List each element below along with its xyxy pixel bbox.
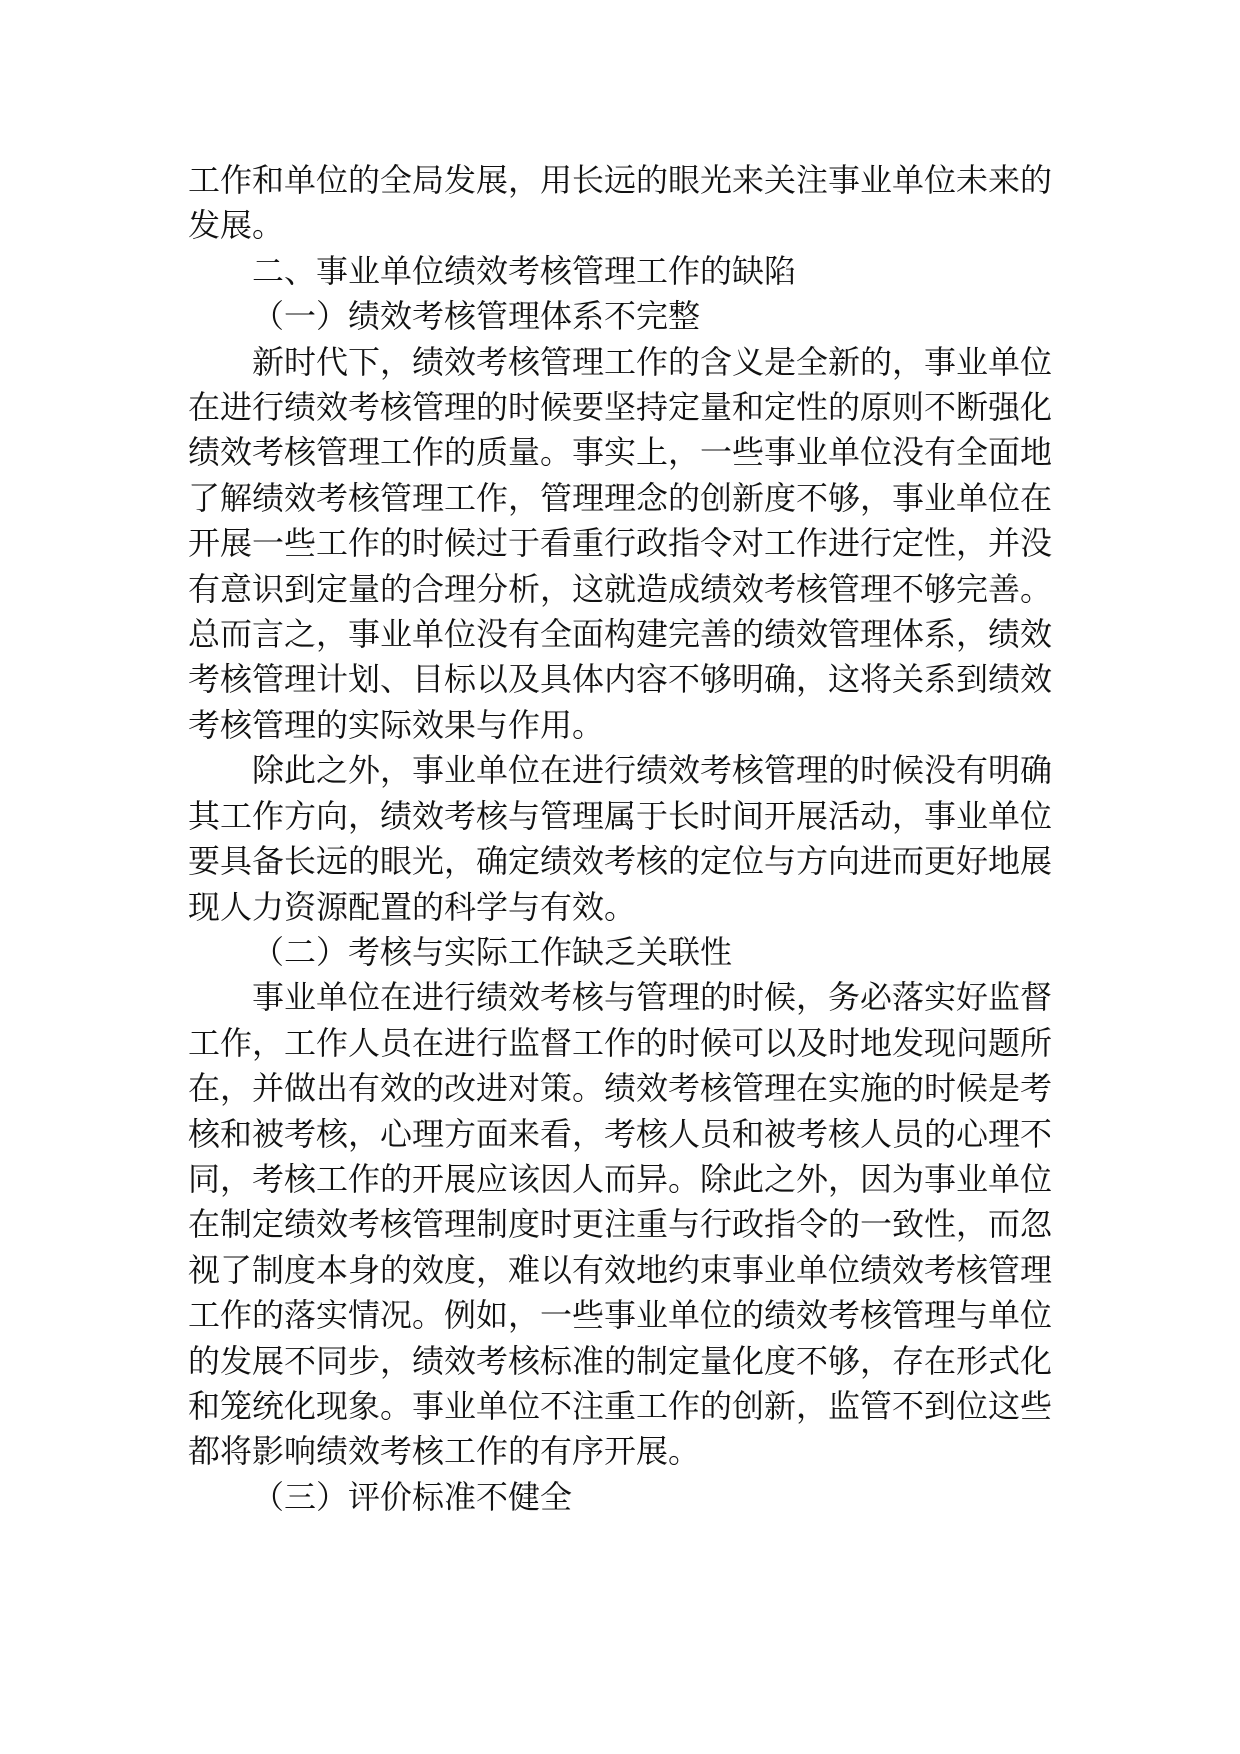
paragraph-body: 除此之外，事业单位在进行绩效考核管理的时候没有明确其工作方向，绩效考核与管理属于长时间开展活动，事业单位要具备长远的眼光，确定绩效考核的定位与方向进而更好地展现人力资源配置的科学与有效。: [188, 751, 1053, 926]
paragraph-body: 事业单位在进行绩效考核与管理的时候，务必落实好监督工作，工作人员在进行监督工作的时候可以及时地发现问题所在，并做出有效的改进对策。绩效考核管理在实施的时候是考核和被考核，心理方面来看，考核人员和被考核人员的心理不同，考核工作的开展应该因人而异。除此之外，因为事业单位在制定绩效考核管理制度时更注重与行政指令的一致性，而忽视了制度本身的效度，难以有效地约束事业单位绩效考核管理工作的落实情况。例如，一些事业单位的绩效考核管理与单位的发展不同步，绩效考核标准的制定量化度不够，存在形式化和笼统化现象。事业单位不注重工作的创新，监管不到位这些都将影响绩效考核工作的有序开展。: [188, 978, 1053, 1471]
paragraph-continuation: 工作和单位的全局发展，用长远的眼光来关注事业单位未来的发展。: [188, 161, 1053, 245]
subsection-heading-1: （一）绩效考核管理体系不完整: [252, 297, 701, 336]
subsection-heading-2: （二）考核与实际工作缺乏关联性: [252, 932, 733, 971]
paragraph-body: 新时代下，绩效考核管理工作的含义是全新的，事业单位在进行绩效考核管理的时候要坚持定量和定性的原则不断强化绩效考核管理工作的质量。事实上，一些事业单位没有全面地了解绩效考核管理工作，管理理念的创新度不够，事业单位在开展一些工作的时候过于看重行政指令对工作进行定性，并没有意识到定量的合理分析，这就造成绩效考核管理不够完善。总而言之，事业单位没有全面构建完善的绩效管理体系，绩效考核管理计划、目标以及具体内容不够明确，这将关系到绩效考核管理的实际效果与作用。: [188, 342, 1053, 744]
document-page: [188, 158, 1052, 1520]
section-heading-2: 二、事业单位绩效考核管理工作的缺陷: [252, 251, 797, 290]
subsection-heading-3: （三）评价标准不健全: [252, 1477, 573, 1516]
